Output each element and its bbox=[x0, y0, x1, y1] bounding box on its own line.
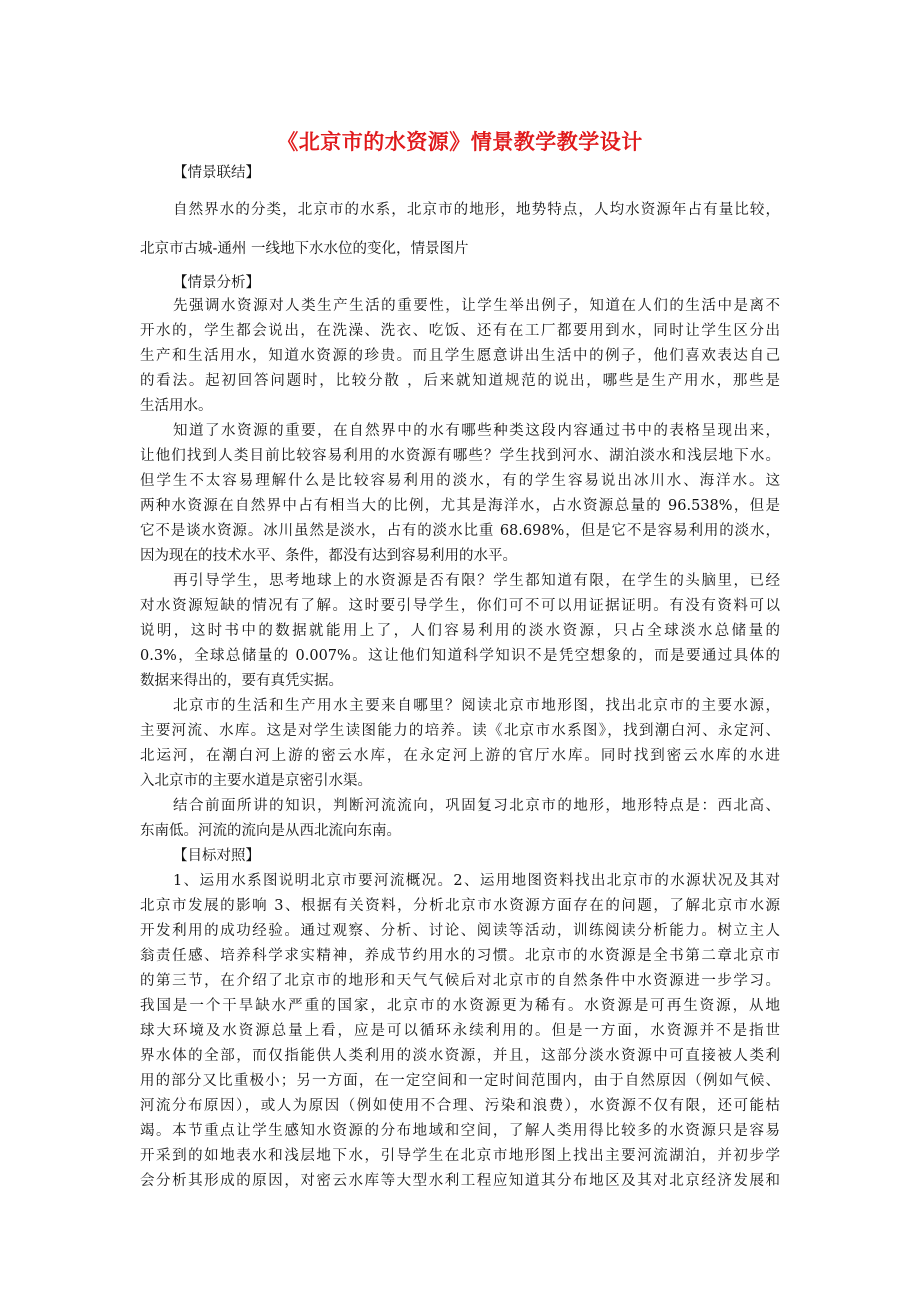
paragraph-line: 再引导学生，思考地球上的水资源是否有限？学生都知道有限，在学生的头脑里，已经 bbox=[173, 573, 780, 589]
paragraph-line: 界水体的全部，而仅指能供人类利用的淡水资源，并且，这部分淡水资源中可直接被人类利 bbox=[140, 1048, 780, 1064]
paragraph-line: 1、运用水系图说明北京市要河流概况。2、运用地图资料找出北京市的水源状况及其对 bbox=[173, 873, 780, 889]
section-heading: 【情景联结】 bbox=[173, 165, 260, 181]
paragraph-line: 北京市的生活和生产用水主要来自哪里？阅读北京市地形图，找出北京市的主要水源， bbox=[173, 698, 780, 714]
paragraph-line: 的看法。起初回答问题时，比较分散 ，后来就知道规范的说出，哪些是生产用水，那些是 bbox=[140, 373, 780, 389]
paragraph-line: 用的部分又比重极小；另一方面，在一定空间和一定时间范围内，由于自然原因（例如气候、 bbox=[140, 1073, 780, 1089]
paragraph-line: 0.3%，全球总储量的 0.007%。这让他们知道科学知识不是凭空想象的，而是要通过具体的 bbox=[140, 648, 780, 664]
paragraph-line: 东南低。河流的流向是从西北流向东南。 bbox=[140, 823, 401, 839]
paragraph-line: 主要河流、水库。这是对学生读图能力的培养。读《北京市水系图》，找到潮白河、永定河、 bbox=[140, 723, 780, 739]
paragraph-line: 数据来得出的，要有真凭实据。 bbox=[140, 673, 343, 689]
paragraph-line: 先强调水资源对人类生产生活的重要性，让学生举出例子，知道在人们的生活中是离不 bbox=[173, 298, 780, 314]
paragraph-line: 开采到的如地表水和浅层地下水，引导学生在北京市地形图上找出主要河流湖泊，并初步学 bbox=[140, 1148, 780, 1164]
paragraph-line: 河流分布原因），或人为原因（例如使用不合理、污染和浪费），水资源不仅有限，还可能枯 bbox=[140, 1098, 780, 1114]
paragraph-line: 球大环境及水资源总量上看，应是可以循环永续利用的。但是一方面，水资源并不是指世 bbox=[140, 1023, 780, 1039]
paragraph-line: 我国是一个干旱缺水严重的国家，北京市的水资源更为稀有。水资源是可再生资源，从地 bbox=[140, 998, 780, 1014]
section-heading: 【情景分析】 bbox=[173, 275, 260, 291]
paragraph-line: 对水资源短缺的情况有了解。这时要引导学生，你们可不可以用证据证明。有没有资料可以 bbox=[140, 598, 780, 614]
paragraph-line: 但学生不太容易理解什么是比较容易利用的淡水，有的学生容易说出冰川水、海洋水。这 bbox=[140, 473, 780, 489]
paragraph-line: 两种水资源在自然界中占有相当大的比例，尤其是海洋水，占水资源总量的 96.538%，但是 bbox=[140, 498, 780, 514]
paragraph-line: 因为现在的技术水平、条件，都没有达到容易利用的水平。 bbox=[140, 548, 517, 564]
document-title: 《北京市的水资源》情景教学教学设计 bbox=[277, 130, 643, 154]
paragraph-line: 自然界水的分类，北京市的水系，北京市的地形，地势特点，人均水资源年占有量比较， bbox=[173, 202, 780, 218]
section-heading: 【目标对照】 bbox=[173, 848, 260, 864]
paragraph-line: 说明，这时书中的数据就能用上了，人们容易利用的淡水资源，只占全球淡水总储量的 bbox=[140, 623, 780, 639]
paragraph-line: 竭。本节重点让学生感知水资源的分布地域和空间，了解人类用得比较多的水资源只是容易 bbox=[140, 1123, 780, 1139]
paragraph-line: 会分析其形成的原因，对密云水库等大型水利工程应知道其分布地区及其对北京经济发展和 bbox=[140, 1173, 780, 1189]
paragraph-line: 开水的，学生都会说出，在洗澡、洗衣、吃饭、还有在工厂都要用到水，同时让学生区分出 bbox=[140, 323, 780, 339]
paragraph-line: 知道了水资源的重要，在自然界中的水有哪些种类这段内容通过书中的表格呈现出来， bbox=[173, 423, 780, 439]
paragraph-line: 北运河，在潮白河上游的密云水库，在永定河上游的官厅水库。同时找到密云水库的水进 bbox=[140, 748, 780, 764]
paragraph-line: 北京市发展的影响 3、根据有关资料，分析北京市水资源方面存在的问题，了解北京市水源 bbox=[140, 898, 780, 914]
paragraph-line: 入北京市的主要水道是京密引水渠。 bbox=[140, 773, 372, 789]
paragraph-line: 生活用水。 bbox=[140, 398, 213, 414]
paragraph-line: 结合前面所讲的知识，判断河流流向，巩固复习北京市的地形，地形特点是：西北高、 bbox=[173, 798, 780, 814]
paragraph-line: 它不是谈水资源。冰川虽然是淡水，占有的淡水比重 68.698%，但是它不是容易利用的淡水， bbox=[140, 523, 780, 539]
paragraph-line: 生产和生活用水，知道水资源的珍贵。而且学生愿意讲出生活中的例子，他们喜欢表达自己 bbox=[140, 348, 780, 364]
paragraph-line: 的第三节，在介绍了北京市的地形和天气气候后对北京市的自然条件中水资源进一步学习。 bbox=[140, 973, 780, 989]
paragraph-line: 让他们找到人类目前比较容易利用的水资源有哪些？学生找到河水、湖泊淡水和浅层地下水。 bbox=[140, 448, 780, 464]
paragraph-line: 翁责任感、培养科学求实精神，养成节约用水的习惯。北京市的水资源是全书第二章北京市 bbox=[140, 948, 780, 964]
paragraph-line: 开发利用的成功经验。通过观察、分析、讨论、阅读等活动，训练阅读分析能力。树立主人 bbox=[140, 923, 780, 939]
paragraph-line: 北京市古城-通州 一线地下水水位的变化，情景图片 bbox=[140, 241, 469, 257]
